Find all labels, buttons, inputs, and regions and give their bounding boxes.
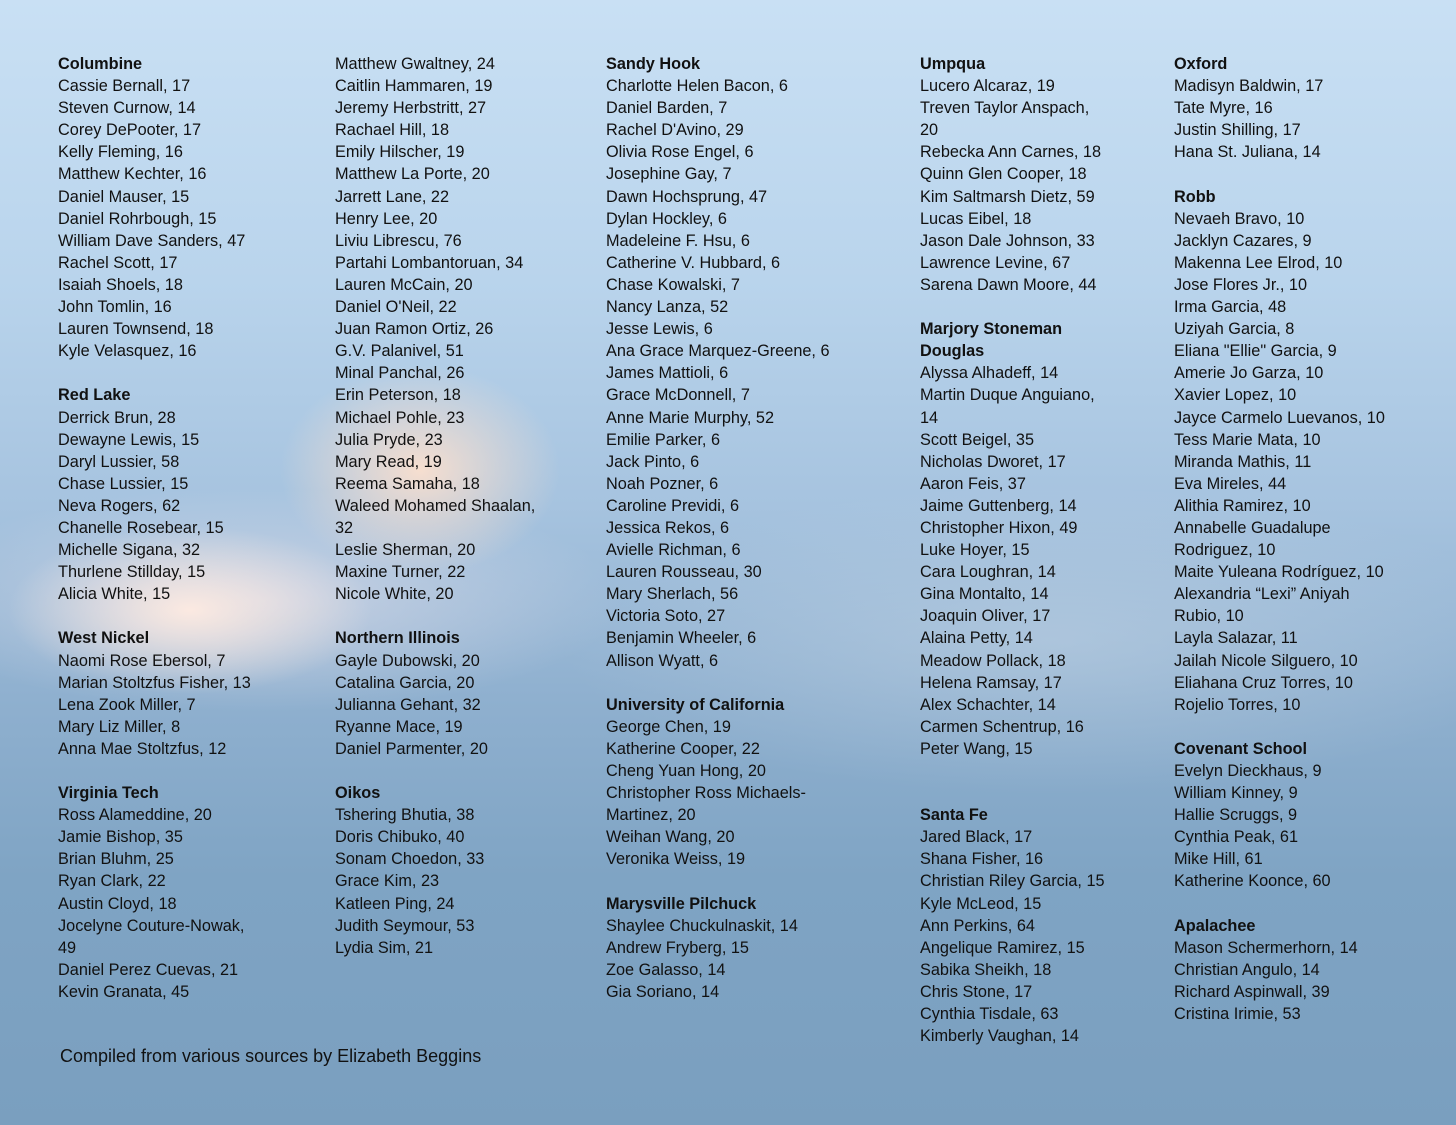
victim-name: Aaron Feis, 37	[920, 474, 1026, 493]
victim-name: James Mattioli, 6	[606, 364, 729, 383]
victim-name: Carmen Schentrup, 16	[920, 717, 1084, 736]
victim-name: Daniel Perez Cuevas, 21	[58, 960, 239, 979]
school-heading: Sandy Hook	[606, 55, 701, 73]
victim-name: Partahi Lombantoruan, 34	[335, 253, 524, 272]
victim-name: Andrew Fryberg, 15	[606, 938, 749, 957]
group-spacer	[58, 605, 320, 627]
victim-name: Treven Taylor Anspach,	[920, 99, 1090, 118]
victim-name: Caitlin Hammaren, 19	[335, 77, 493, 96]
victim-name: Catherine V. Hubbard, 6	[606, 253, 781, 272]
victim-name: Madisyn Baldwin, 17	[1174, 77, 1324, 96]
victim-name: Lydia Sim, 21	[335, 938, 434, 957]
victim-name: Anne Marie Murphy, 52	[606, 408, 775, 427]
victim-name: Kelly Fleming, 16	[58, 143, 183, 162]
victim-name: Daniel Parmenter, 20	[335, 739, 488, 758]
victim-name: Kim Saltmarsh Dietz, 59	[920, 187, 1095, 206]
victim-name: Emily Hilscher, 19	[335, 143, 465, 162]
victim-name: Ryan Clark, 22	[58, 872, 166, 891]
victim-name: Ann Perkins, 64	[920, 916, 1035, 935]
victim-name: Christopher Hixon, 49	[920, 518, 1078, 537]
victim-name: Lucas Eibel, 18	[920, 209, 1032, 228]
victim-name: G.V. Palanivel, 51	[335, 342, 464, 361]
victim-name: Jesse Lewis, 6	[606, 320, 713, 339]
school-heading: Umpqua	[920, 55, 986, 73]
victim-name: Quinn Glen Cooper, 18	[920, 165, 1087, 184]
group-spacer	[58, 362, 320, 384]
victim-name: Jailah Nicole Silguero, 10	[1174, 651, 1358, 670]
school-heading: Robb	[1174, 187, 1216, 206]
victim-name: Mike Hill, 61	[1174, 850, 1263, 869]
victim-name: Waleed Mohamed Shaalan,	[335, 496, 536, 515]
victim-name: Grace McDonnell, 7	[606, 386, 750, 405]
victim-name: Christian Riley Garcia, 15	[920, 872, 1105, 891]
victim-name: Judith Seymour, 53	[335, 916, 475, 935]
victim-name: Katherine Cooper, 22	[606, 739, 760, 758]
victim-name: Noah Pozner, 6	[606, 474, 719, 493]
victim-name: Alyssa Alhadeff, 14	[920, 364, 1059, 383]
victim-name: Alexandria “Lexi” Aniyah	[1174, 585, 1350, 604]
victim-name: Angelique Ramirez, 15	[920, 938, 1085, 957]
victim-name: Zoe Galasso, 14	[606, 960, 726, 979]
victim-name: Alaina Petty, 14	[920, 629, 1033, 648]
victim-name: Liviu Librescu, 76	[335, 231, 462, 250]
school-heading: Virginia Tech	[58, 784, 159, 803]
victim-name: Gia Soriano, 14	[606, 982, 720, 1001]
victim-name: Hallie Scruggs, 9	[1174, 806, 1298, 825]
school-heading: Marjory Stoneman	[920, 320, 1063, 339]
victim-name: Matthew Gwaltney, 24	[335, 55, 495, 73]
victim-name: Grace Kim, 23	[335, 872, 440, 891]
victim-name: Jayce Carmelo Luevanos, 10	[1174, 408, 1385, 427]
victim-name: Rachael Hill, 18	[335, 121, 450, 140]
victim-name: Amerie Jo Garza, 10	[1174, 364, 1324, 383]
victim-name: Thurlene Stillday, 15	[58, 563, 206, 582]
victim-name: Jason Dale Johnson, 33	[920, 231, 1095, 250]
victim-name: William Dave Sanders, 47	[58, 231, 246, 250]
victim-name: Dylan Hockley, 6	[606, 209, 727, 228]
group-spacer	[1174, 893, 1444, 915]
victim-name: Nancy Lanza, 52	[606, 298, 729, 317]
victim-name: Julia Pryde, 23	[335, 430, 443, 449]
victim-name: Richard Aspinwall, 39	[1174, 982, 1330, 1001]
victim-name: Rojelio Torres, 10	[1174, 695, 1301, 714]
school-heading: Covenant School	[1174, 739, 1307, 758]
victim-name: Henry Lee, 20	[335, 209, 438, 228]
victim-name: Sonam Choedon, 33	[335, 850, 485, 869]
victim-name: Doris Chibuko, 40	[335, 828, 465, 847]
victim-name: Gayle Dubowski, 20	[335, 651, 480, 670]
school-heading: University of California	[606, 695, 785, 714]
victim-name: Jacklyn Cazares, 9	[1174, 231, 1312, 250]
victim-name: Nevaeh Bravo, 10	[1174, 209, 1305, 228]
victim-name: John Tomlin, 16	[58, 298, 172, 317]
victim-name: Mary Read, 19	[335, 452, 442, 471]
victim-name: Leslie Sherman, 20	[335, 541, 476, 560]
school-heading: Northern Illinois	[335, 629, 460, 648]
victim-name: Rubio, 10	[1174, 607, 1244, 626]
victim-name: Weihan Wang, 20	[606, 828, 735, 847]
victim-name: Justin Shilling, 17	[1174, 121, 1301, 140]
victim-name: Nicole White, 20	[335, 585, 454, 604]
school-heading: Marysville Pilchuck	[606, 894, 757, 913]
victim-name: Cynthia Tisdale, 63	[920, 1005, 1059, 1024]
victim-name: 20	[920, 121, 939, 140]
victim-name: Allison Wyatt, 6	[606, 651, 719, 670]
victim-name: Maxine Turner, 22	[335, 563, 466, 582]
victim-name: Madeleine F. Hsu, 6	[606, 231, 750, 250]
victim-name: Ana Grace Marquez-Greene, 6	[606, 342, 830, 361]
victim-name: Jaime Guttenberg, 14	[920, 496, 1077, 515]
school-heading: Oikos	[335, 784, 381, 803]
victim-name: Scott Beigel, 35	[920, 430, 1035, 449]
victim-name: Jack Pinto, 6	[606, 452, 700, 471]
group-spacer	[1174, 716, 1444, 738]
victim-name: Irma Garcia, 48	[1174, 298, 1287, 317]
victim-name: Martin Duque Anguiano,	[920, 386, 1095, 405]
victim-name: Corey DePooter, 17	[58, 121, 201, 140]
victim-name: Rachel Scott, 17	[58, 253, 178, 272]
victim-name: Helena Ramsay, 17	[920, 673, 1062, 692]
column-5	[1174, 53, 1444, 1025]
school-heading: Douglas	[920, 342, 985, 361]
group-spacer	[335, 760, 597, 782]
victim-name: Emilie Parker, 6	[606, 430, 721, 449]
group-spacer	[1174, 163, 1444, 185]
victim-name: Veronika Weiss, 19	[606, 850, 746, 869]
victim-name: Steven Curnow, 14	[58, 99, 196, 118]
victim-name: Chase Kowalski, 7	[606, 275, 740, 294]
victim-name: Sabika Sheikh, 18	[920, 960, 1052, 979]
victim-name: Kevin Granata, 45	[58, 982, 190, 1001]
victim-name: Annabelle Guadalupe	[1174, 518, 1331, 537]
victim-name: Erin Peterson, 18	[335, 386, 461, 405]
group-spacer	[335, 605, 597, 627]
victim-name: Daniel Barden, 7	[606, 99, 728, 118]
victim-name: Kyle Velasquez, 16	[58, 342, 197, 361]
victim-name: Jocelyne Couture-Nowak,	[58, 916, 245, 935]
victim-name: Matthew La Porte, 20	[335, 165, 490, 184]
victim-name: Chanelle Rosebear, 15	[58, 518, 224, 537]
column-2	[335, 53, 597, 959]
victim-name: Kimberly Vaughan, 14	[920, 1027, 1079, 1046]
victim-name: Cassie Bernall, 17	[58, 77, 191, 96]
victim-name: Rachel D'Avino, 29	[606, 121, 744, 140]
victim-name: Juan Ramon Ortiz, 26	[335, 320, 494, 339]
victim-name: Jarrett Lane, 22	[335, 187, 450, 206]
victim-name: Lauren McCain, 20	[335, 275, 473, 294]
school-heading: Red Lake	[58, 386, 131, 405]
victim-name: Lauren Rousseau, 30	[606, 563, 762, 582]
victim-name: Cheng Yuan Hong, 20	[606, 762, 766, 780]
victim-name: Peter Wang, 15	[920, 739, 1033, 758]
victim-name: William Kinney, 9	[1174, 784, 1298, 803]
victim-name: Derrick Brun, 28	[58, 408, 176, 427]
victim-name: Eva Mireles, 44	[1174, 474, 1287, 493]
victim-name: Cristina Irimie, 53	[1174, 1005, 1301, 1024]
victim-name: Jamie Bishop, 35	[58, 828, 183, 847]
victim-name: Tess Marie Mata, 10	[1174, 430, 1321, 449]
victim-name: Gina Montalto, 14	[920, 585, 1049, 604]
victim-name: Joaquin Oliver, 17	[920, 607, 1051, 626]
victim-name: Jose Flores Jr., 10	[1174, 275, 1308, 294]
victim-name: Jared Black, 17	[920, 828, 1033, 847]
victim-name	[920, 760, 1165, 782]
victim-name: Luke Hoyer, 15	[920, 541, 1030, 560]
victim-name: Mary Sherlach, 56	[606, 585, 739, 604]
victim-name: Julianna Gehant, 32	[335, 695, 481, 714]
victim-name: Neva Rogers, 62	[58, 496, 181, 515]
victim-name: Jessica Rekos, 6	[606, 518, 730, 537]
victim-name: Naomi Rose Ebersol, 7	[58, 651, 226, 670]
school-heading: Santa Fe	[920, 806, 988, 825]
victim-name: Shaylee Chuckulnaskit, 14	[606, 916, 798, 935]
school-heading: West Nickel	[58, 629, 150, 648]
victim-name: Mary Liz Miller, 8	[58, 717, 181, 736]
school-heading: Columbine	[58, 55, 143, 73]
victim-name: Mason Schermerhorn, 14	[1174, 938, 1358, 957]
victim-name: Uziyah Garcia, 8	[1174, 320, 1295, 339]
victim-name: 32	[335, 518, 354, 537]
victim-name: Eliahana Cruz Torres, 10	[1174, 673, 1353, 692]
victim-name: Evelyn Dieckhaus, 9	[1174, 762, 1322, 780]
victim-name: Dawn Hochsprung, 47	[606, 187, 768, 206]
victim-name: Daniel Mauser, 15	[58, 187, 190, 206]
victim-name: Cynthia Peak, 61	[1174, 828, 1298, 847]
column-3	[606, 53, 906, 1003]
victim-name: Daniel O'Neil, 22	[335, 298, 457, 317]
victim-name: Katleen Ping, 24	[335, 894, 455, 913]
victim-name: Alex Schachter, 14	[920, 695, 1056, 714]
group-spacer	[606, 672, 906, 694]
victim-name: Kyle McLeod, 15	[920, 894, 1042, 913]
victim-name: Christopher Ross Michaels-	[606, 784, 806, 803]
victim-name: Lena Zook Miller, 7	[58, 695, 196, 714]
victim-name: Marian Stoltzfus Fisher, 13	[58, 673, 251, 692]
victim-name: Minal Panchal, 26	[335, 364, 465, 383]
group-spacer	[920, 296, 1165, 318]
victim-name: Daniel Rohrbough, 15	[58, 209, 217, 228]
victim-name: Jeremy Herbstritt, 27	[335, 99, 487, 118]
victim-name: Michelle Sigana, 32	[58, 541, 201, 560]
victim-name: Olivia Rose Engel, 6	[606, 143, 754, 162]
victim-name: 14	[920, 408, 939, 427]
victim-name: Eliana "Ellie" Garcia, 9	[1174, 342, 1337, 361]
victim-name: Meadow Pollack, 18	[920, 651, 1066, 670]
victim-name: Josephine Gay, 7	[606, 165, 732, 184]
victim-name: Martinez, 20	[606, 806, 696, 825]
victim-name: Alicia White, 15	[58, 585, 171, 604]
victim-name: Shana Fisher, 16	[920, 850, 1044, 869]
victim-name: Isaiah Shoels, 18	[58, 275, 183, 294]
group-spacer	[606, 870, 906, 892]
victim-name: Tate Myre, 16	[1174, 99, 1273, 118]
victim-name: Victoria Soto, 27	[606, 607, 726, 626]
attribution-footer: Compiled from various sources by Elizabeth Beggins	[60, 1046, 482, 1066]
victim-name: Cara Loughran, 14	[920, 563, 1056, 582]
victim-name: Lucero Alcaraz, 19	[920, 77, 1055, 96]
victim-name: Chase Lussier, 15	[58, 474, 189, 493]
victim-name: Benjamin Wheeler, 6	[606, 629, 757, 648]
victim-name: Miranda Mathis, 11	[1174, 452, 1312, 471]
victim-name: Avielle Richman, 6	[606, 541, 741, 560]
victim-name: Tshering Bhutia, 38	[335, 806, 475, 825]
victim-name: Katherine Koonce, 60	[1174, 872, 1331, 891]
victim-name: Rebecka Ann Carnes, 18	[920, 143, 1102, 162]
column-1	[58, 53, 320, 1003]
group-spacer	[58, 760, 320, 782]
victim-name: Rodriguez, 10	[1174, 541, 1276, 560]
column-4	[920, 53, 1165, 1047]
school-heading: Apalachee	[1174, 916, 1256, 935]
victim-name: 49	[58, 938, 77, 957]
victim-name: Lawrence Levine, 67	[920, 253, 1071, 272]
victim-name: Layla Salazar, 11	[1174, 629, 1298, 648]
victim-name: Matthew Kechter, 16	[58, 165, 207, 184]
victim-name: Ross Alameddine, 20	[58, 806, 212, 825]
victim-name: Austin Cloyd, 18	[58, 894, 177, 913]
victim-name: Reema Samaha, 18	[335, 474, 480, 493]
victim-name: Daryl Lussier, 58	[58, 452, 180, 471]
victim-name: Anna Mae Stoltzfus, 12	[58, 739, 227, 758]
victim-name: Sarena Dawn Moore, 44	[920, 275, 1097, 294]
victim-name: Chris Stone, 17	[920, 982, 1033, 1001]
victim-name: Ryanne Mace, 19	[335, 717, 463, 736]
victim-name: Nicholas Dworet, 17	[920, 452, 1066, 471]
victim-name: Dewayne Lewis, 15	[58, 430, 200, 449]
victim-name: Catalina Garcia, 20	[335, 673, 475, 692]
school-heading: Oxford	[1174, 55, 1228, 73]
victim-name: George Chen, 19	[606, 717, 731, 736]
victim-name: Christian Angulo, 14	[1174, 960, 1320, 979]
group-spacer	[920, 782, 1165, 804]
victim-name: Xavier Lopez, 10	[1174, 386, 1297, 405]
victim-name: Makenna Lee Elrod, 10	[1174, 253, 1343, 272]
victim-name: Lauren Townsend, 18	[58, 320, 214, 339]
victim-name: Hana St. Juliana, 14	[1174, 143, 1321, 162]
victim-name: Brian Bluhm, 25	[58, 850, 174, 869]
victim-name: Caroline Previdi, 6	[606, 496, 740, 515]
victim-name: Charlotte Helen Bacon, 6	[606, 77, 788, 96]
victim-name: Alithia Ramirez, 10	[1174, 496, 1311, 515]
victim-name: Michael Pohle, 23	[335, 408, 465, 427]
victim-name: Maite Yuleana Rodríguez, 10	[1174, 563, 1384, 582]
